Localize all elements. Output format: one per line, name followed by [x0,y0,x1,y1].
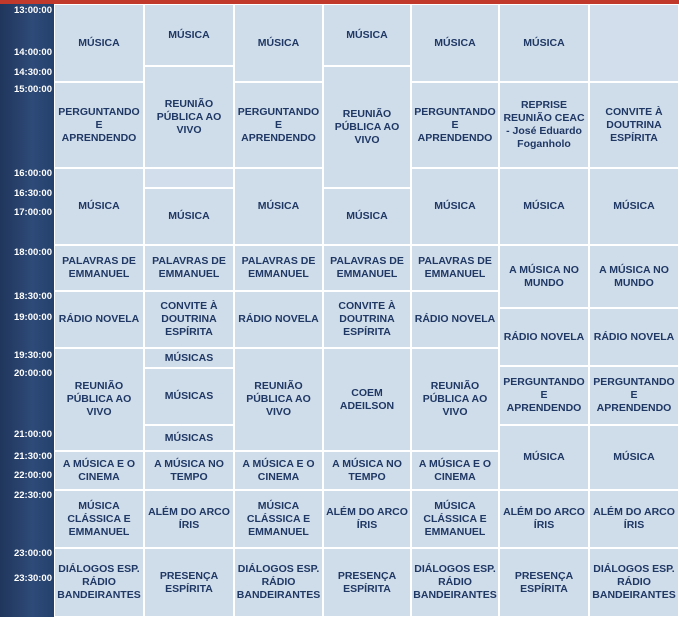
time-label: 19:30:00 [13,350,52,361]
time-label: 16:00:00 [13,168,52,179]
program-cell: PALAVRAS DE EMMANUEL [54,245,144,291]
program-cell: REUNIÃO PÚBLICA AO VIVO [54,348,144,451]
program-cell: DIÁLOGOS ESP. RÁDIO BANDEIRANTES [589,548,679,617]
bottom-margin [0,617,679,623]
time-label: 15:00:00 [13,84,52,95]
program-cell: MÚSICAS [144,348,234,368]
program-cell: A MÚSICA NO TEMPO [323,451,411,490]
time-label: 20:00:00 [13,368,52,379]
program-cell: RÁDIO NOVELA [234,291,323,348]
program-cell: MÚSICA [144,188,234,245]
program-cell: PALAVRAS DE EMMANUEL [234,245,323,291]
program-cell: CONVITE À DOUTRINA ESPÍRITA [144,291,234,348]
time-label: 17:00:00 [13,207,52,218]
program-cell: ALÉM DO ARCO ÍRIS [499,490,589,548]
program-cell: RÁDIO NOVELA [54,291,144,348]
program-cell: DIÁLOGOS ESP. RÁDIO BANDEIRANTES [411,548,499,617]
program-cell [589,4,679,82]
program-cell: A MÚSICA NO MUNDO [589,245,679,308]
time-label: 22:00:00 [13,470,52,481]
program-cell: ALÉM DO ARCO ÍRIS [323,490,411,548]
program-cell: MÚSICA [323,188,411,245]
program-cell: ALÉM DO ARCO ÍRIS [144,490,234,548]
program-cell: MÚSICA [144,4,234,66]
time-label: 21:30:00 [13,451,52,462]
program-cell: MÚSICA CLÁSSICA E EMMANUEL [54,490,144,548]
program-cell: PERGUNTANDO E APRENDENDO [411,82,499,168]
program-cell: PERGUNTANDO E APRENDENDO [499,366,589,425]
program-cell: MÚSICA [499,4,589,82]
program-cell: PRESENÇA ESPÍRITA [499,548,589,617]
program-cell: CONVITE À DOUTRINA ESPÍRITA [589,82,679,168]
program-cell: MÚSICA [589,168,679,245]
program-cell: COEM ADEILSON [323,348,411,451]
program-cell: CONVITE À DOUTRINA ESPÍRITA [323,291,411,348]
program-cell: ALÉM DO ARCO ÍRIS [589,490,679,548]
program-cell: MÚSICA [234,4,323,82]
program-cell: MÚSICA [411,168,499,245]
program-cell: REPRISE REUNIÃO CEAC - José Eduardo Foganholo [499,82,589,168]
program-cell [144,168,234,188]
program-cell: A MÚSICA E O CINEMA [234,451,323,490]
time-label: 18:30:00 [13,291,52,302]
program-cell: MÚSICA [234,168,323,245]
time-label: 23:00:00 [13,548,52,559]
program-cell: MÚSICAS [144,425,234,451]
program-cell: A MÚSICA E O CINEMA [411,451,499,490]
program-cell: PRESENÇA ESPÍRITA [144,548,234,617]
program-cell: REUNIÃO PÚBLICA AO VIVO [411,348,499,451]
program-cell: RÁDIO NOVELA [499,308,589,366]
program-cell: PERGUNTANDO E APRENDENDO [589,366,679,425]
program-cell: PRESENÇA ESPÍRITA [323,548,411,617]
program-cell: MÚSICAS [144,368,234,425]
program-cell: MÚSICA [499,168,589,245]
time-label: 19:00:00 [13,312,52,323]
program-cell: MÚSICA [323,4,411,66]
program-cell: PALAVRAS DE EMMANUEL [411,245,499,291]
program-cell: A MÚSICA NO MUNDO [499,245,589,308]
program-cell: MÚSICA [54,168,144,245]
program-cell: RÁDIO NOVELA [589,308,679,366]
program-cell: REUNIÃO PÚBLICA AO VIVO [234,348,323,451]
program-cell: MÚSICA [499,425,589,490]
program-cell: REUNIÃO PÚBLICA AO VIVO [323,66,411,188]
program-cell: MÚSICA [411,4,499,82]
time-label: 22:30:00 [13,490,52,501]
program-cell: MÚSICA CLÁSSICA E EMMANUEL [234,490,323,548]
program-cell: A MÚSICA E O CINEMA [54,451,144,490]
program-cell: A MÚSICA NO TEMPO [144,451,234,490]
program-cell: DIÁLOGOS ESP. RÁDIO BANDEIRANTES [234,548,323,617]
program-cell: PERGUNTANDO E APRENDENDO [234,82,323,168]
time-label: 14:00:00 [13,47,52,58]
program-cell: MÚSICA [54,4,144,82]
program-cell: PALAVRAS DE EMMANUEL [323,245,411,291]
program-cell: REUNIÃO PÚBLICA AO VIVO [144,66,234,168]
program-cell: MÚSICA [589,425,679,490]
program-cell: RÁDIO NOVELA [411,291,499,348]
program-cell: PALAVRAS DE EMMANUEL [144,245,234,291]
program-cell: MÚSICA CLÁSSICA E EMMANUEL [411,490,499,548]
time-label: 23:30:00 [13,573,52,584]
program-cell: DIÁLOGOS ESP. RÁDIO BANDEIRANTES [54,548,144,617]
time-label: 14:30:00 [13,67,52,78]
time-label: 16:30:00 [13,188,52,199]
time-label: 18:00:00 [13,247,52,258]
time-label: 13:00:00 [13,5,52,16]
program-cell: PERGUNTANDO E APRENDENDO [54,82,144,168]
time-label: 21:00:00 [13,429,52,440]
